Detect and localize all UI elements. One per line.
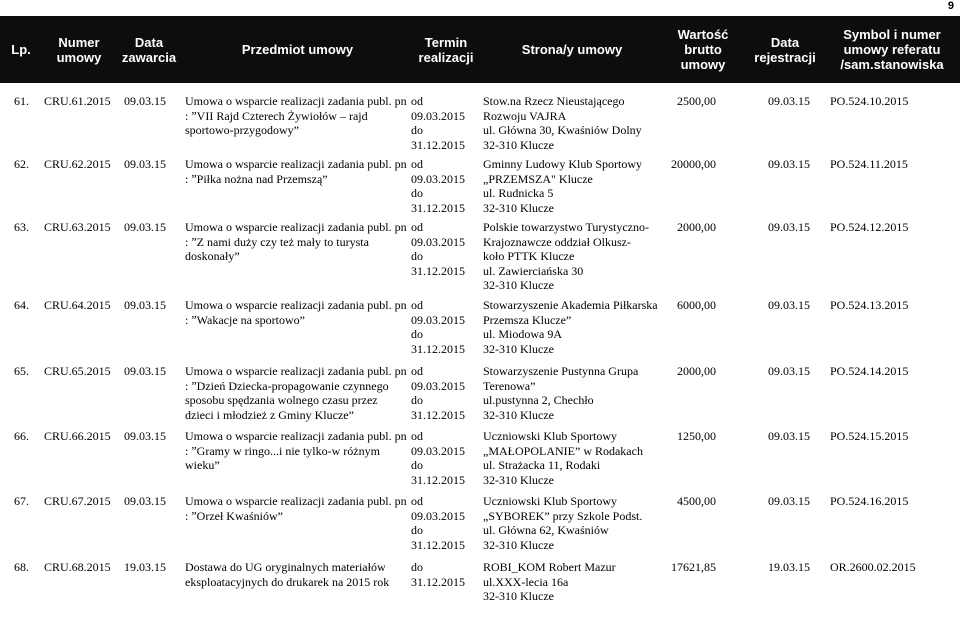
cell-party: Uczniowski Klub Sportowy „SYBOREK” przy Szkole Podst. ul. Główna 62, Kwaśniów 32-310 Klucze <box>483 494 643 552</box>
cell-party: Stowarzyszenie Akademia Piłkarska Przemsza Klucze” ul. Miodowa 9A 32-310 Klucze <box>483 298 658 356</box>
cell-lp: 64. <box>14 298 29 312</box>
header-data-rejestracji: Data rejestracji <box>754 34 816 65</box>
cell-subject: Umowa o wsparcie realizacji zadania publ. pn : ˮPiłka nożna nad Przemszą” <box>185 157 407 186</box>
cell-date: 19.03.15 <box>124 560 166 574</box>
cell-lp: 62. <box>14 157 29 171</box>
cell-date: 09.03.15 <box>124 298 166 312</box>
cell-numer: CRU.66.2015 <box>44 429 111 443</box>
header-symbol: Symbol i numer umowy referatu /sam.stanowiska <box>840 27 944 72</box>
cell-symbol: PO.524.16.2015 <box>830 494 909 508</box>
cell-lp: 68. <box>14 560 29 574</box>
cell-party: ROBI_KOM Robert Mazur ul.XXX-lecia 16a 32-310 Klucze <box>483 560 616 603</box>
header-strony: Strona/y umowy <box>521 42 623 57</box>
cell-symbol: PO.524.12.2015 <box>830 220 909 234</box>
cell-amount: 20000,00 <box>671 157 716 171</box>
cell-amount: 2000,00 <box>677 364 716 378</box>
cell-term: od 09.03.2015 do 31.12.2015 <box>411 157 465 215</box>
cell-registration: 09.03.15 <box>768 220 810 234</box>
cell-subject: Umowa o wsparcie realizacji zadania publ. pn : ˮVII Rajd Czterech Żywiołów – rajd sportowo-przygodowy” <box>185 94 407 137</box>
cell-lp: 67. <box>14 494 29 508</box>
cell-registration: 09.03.15 <box>768 94 810 108</box>
cell-registration: 19.03.15 <box>768 560 810 574</box>
cell-date: 09.03.15 <box>124 157 166 171</box>
cell-term: od 09.03.2015 do 31.12.2015 <box>411 364 465 422</box>
cell-amount: 2000,00 <box>677 220 716 234</box>
cell-symbol: PO.524.13.2015 <box>830 298 909 312</box>
cell-symbol: OR.2600.02.2015 <box>830 560 916 574</box>
cell-term: od 09.03.2015 do 31.12.2015 <box>411 298 465 356</box>
cell-party: Polskie towarzystwo Turystyczno- Krajoznawcze oddział Olkusz- koło PTTK Klucze ul. Zawierciańska 30 32-310 Klucze <box>483 220 649 292</box>
header-termin: Termin realizacji <box>418 34 474 65</box>
cell-amount: 4500,00 <box>677 494 716 508</box>
cell-subject: Umowa o wsparcie realizacji zadania publ. pn : ˮDzień Dziecka-propagowanie czynnego sposobu spędzania wolnego czasu przez dzieci i młodzież z Gminy Klucze” <box>185 364 407 422</box>
cell-term: do 31.12.2015 <box>411 560 465 589</box>
cell-numer: CRU.65.2015 <box>44 364 111 378</box>
cell-registration: 09.03.15 <box>768 429 810 443</box>
cell-party: Stowarzyszenie Pustynna Grupa Terenowa” ul.pustynna 2, Chechło 32-310 Klucze <box>483 364 639 422</box>
cell-subject: Umowa o wsparcie realizacji zadania publ. pn : ˮOrzeł Kwaśniów” <box>185 494 407 523</box>
cell-amount: 17621,85 <box>671 560 716 574</box>
header-przedmiot: Przedmiot umowy <box>241 42 354 57</box>
cell-party: Uczniowski Klub Sportowy „MAŁOPOLANIE” w Rodakach ul. Strażacka 11, Rodaki 32-310 Klucze <box>483 429 643 487</box>
cell-symbol: PO.524.11.2015 <box>830 157 908 171</box>
cell-symbol: PO.524.14.2015 <box>830 364 909 378</box>
cell-lp: 65. <box>14 364 29 378</box>
cell-numer: CRU.62.2015 <box>44 157 111 171</box>
header-wartosc: Wartość brutto umowy <box>677 27 729 72</box>
cell-lp: 61. <box>14 94 29 108</box>
header-lp: Lp. <box>11 42 31 57</box>
cell-numer: CRU.67.2015 <box>44 494 111 508</box>
cell-subject: Umowa o wsparcie realizacji zadania publ. pn : ˮWakacje na sportowo” <box>185 298 407 327</box>
cell-numer: CRU.61.2015 <box>44 94 111 108</box>
cell-date: 09.03.15 <box>124 364 166 378</box>
cell-term: od 09.03.2015 do 31.12.2015 <box>411 494 465 552</box>
page-number: 9 <box>947 0 954 12</box>
cell-amount: 6000,00 <box>677 298 716 312</box>
cell-date: 09.03.15 <box>124 220 166 234</box>
cell-date: 09.03.15 <box>124 94 166 108</box>
cell-registration: 09.03.15 <box>768 364 810 378</box>
cell-amount: 1250,00 <box>677 429 716 443</box>
cell-party: Gminny Ludowy Klub Sportowy „PRZEMSZA" Klucze ul. Rudnicka 5 32-310 Klucze <box>483 157 642 215</box>
cell-lp: 63. <box>14 220 29 234</box>
cell-date: 09.03.15 <box>124 494 166 508</box>
cell-registration: 09.03.15 <box>768 298 810 312</box>
cell-subject: Dostawa do UG oryginalnych materiałów eksploatacyjnych do drukarek na 2015 rok <box>185 560 390 589</box>
cell-party: Stow.na Rzecz Nieustającego Rozwoju VAJRA ul. Główna 30, Kwaśniów Dolny 32-310 Klucze <box>483 94 642 152</box>
cell-subject: Umowa o wsparcie realizacji zadania publ. pn : ˮGramy w ringo...i nie tylko-w różnym wieku” <box>185 429 407 472</box>
cell-numer: CRU.63.2015 <box>44 220 111 234</box>
header-data-zawarcia: Data zawarcia <box>121 34 177 65</box>
header-numer: Numer umowy <box>56 34 102 65</box>
cell-registration: 09.03.15 <box>768 494 810 508</box>
cell-amount: 2500,00 <box>677 94 716 108</box>
cell-term: od 09.03.2015 do 31.12.2015 <box>411 429 465 487</box>
cell-subject: Umowa o wsparcie realizacji zadania publ. pn : ˮZ nami duży czy też mały to turysta doskonały” <box>185 220 407 263</box>
cell-registration: 09.03.15 <box>768 157 810 171</box>
cell-symbol: PO.524.15.2015 <box>830 429 909 443</box>
cell-numer: CRU.68.2015 <box>44 560 111 574</box>
cell-symbol: PO.524.10.2015 <box>830 94 909 108</box>
cell-lp: 66. <box>14 429 29 443</box>
cell-term: od 09.03.2015 do 31.12.2015 <box>411 220 465 278</box>
cell-term: od 09.03.2015 do 31.12.2015 <box>411 94 465 152</box>
cell-numer: CRU.64.2015 <box>44 298 111 312</box>
cell-date: 09.03.15 <box>124 429 166 443</box>
